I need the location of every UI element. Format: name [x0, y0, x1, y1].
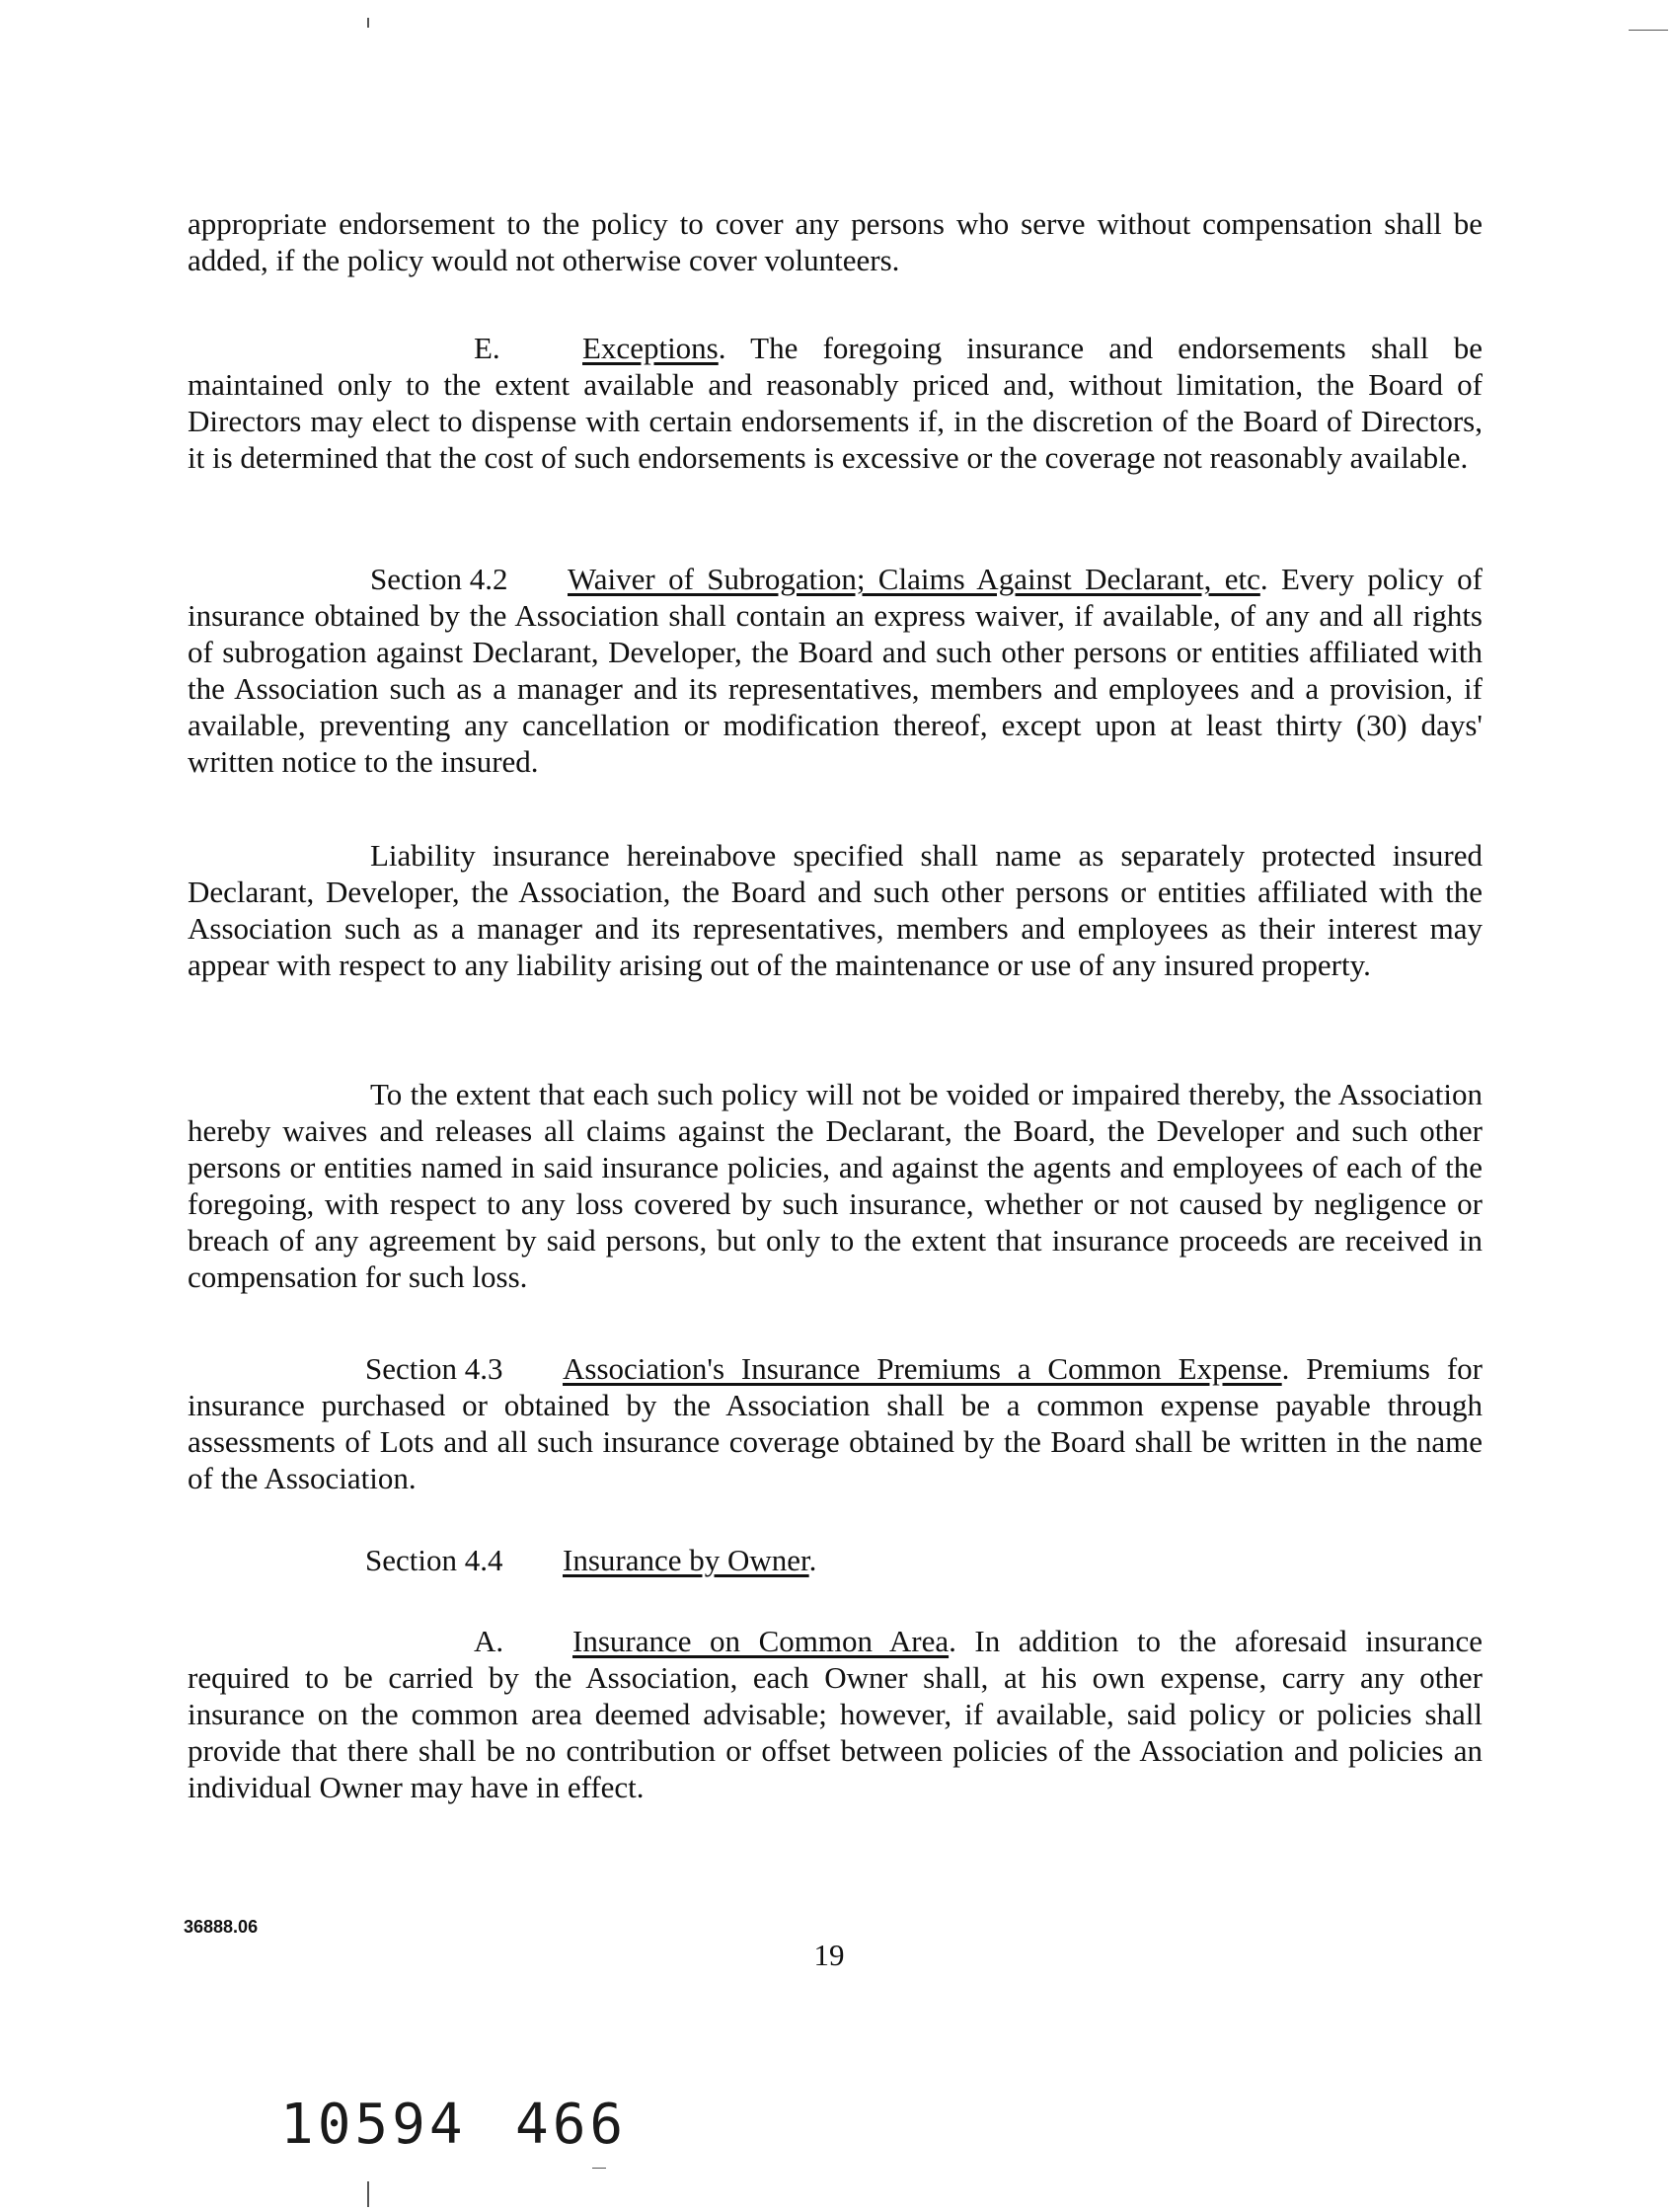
recording-book-number: 10594	[280, 2093, 467, 2157]
section-4-4-trail: .	[808, 1543, 817, 1577]
section-4-2-text: . Every policy of insurance obtained by the Association shall contain an express waiver, if available, of any and all rights of subrogation against Declarant, Developer, the Board and such other persons or entities affiliated with the Association such as a manager and its representatives, members and employees and a provision, if available, preventing any cancellation or modification thereof, except upon at least thirty (30) days' written notice to the insured.	[188, 562, 1483, 779]
section-4-3-label: Section 4.3	[365, 1351, 503, 1386]
subsection-a-heading: Insurance on Common Area	[572, 1624, 950, 1658]
paragraph-endorsement: appropriate endorsement to the policy to cover any persons who serve without compensation shall be added, if the policy would not otherwise cover volunteers.	[188, 206, 1483, 277]
section-4-4-heading: Insurance by Owner	[563, 1543, 809, 1577]
scan-mark	[1629, 30, 1668, 31]
paragraph-liability	[188, 837, 1483, 983]
exceptions-text: . The foregoing insurance and endorsements shall be maintained only to the extent available and reasonably priced and, without limitation, the Board of Directors may elect to dispense with certain endorsements if, in the discretion of the Board of Directors, it is determined that the cost of such endorsements is excessive or the coverage not reasonably available.	[188, 331, 1483, 475]
section-4-2-label: Section 4.2	[370, 562, 508, 596]
subsection-a-text: . In addition to the aforesaid insurance required to be carried by the Association, each Owner shall, at his own expense, carry any other insurance on the common area deemed advisable; however, if available, said policy or policies shall provide that there shall be no contribution or offset between policies of the Association and policies an individual Owner may have in effect.	[188, 1624, 1483, 1804]
paragraph-subsection-a	[188, 1623, 1483, 1805]
paragraph-exceptions	[188, 330, 1483, 476]
extent-text: To the extent that each such policy will not be voided or impaired thereby, the Association hereby waives and releases all claims against the Declarant, the Board, the Developer and such other persons or entities named in said insurance policies, and against the agents and employees of each of the foregoing, with respect to any loss covered by such insurance, whether or not caused by negligence or breach of any agreement by said persons, but only to the extent that insurance proceeds are received in compensation for such loss.	[188, 1077, 1483, 1294]
scan-mark	[592, 2168, 606, 2169]
paragraph-section-4-2	[188, 561, 1483, 780]
recording-page-number: 466	[515, 2093, 628, 2157]
paragraph-extent	[188, 1076, 1483, 1295]
scan-mark	[367, 18, 369, 28]
page-number: 19	[813, 1938, 845, 1972]
exceptions-letter: E.	[474, 331, 500, 365]
document-id: 36888.06	[184, 1917, 259, 1937]
paragraph-section-4-3	[188, 1350, 1483, 1496]
liability-text: Liability insurance hereinabove specified shall name as separately protected insured Declarant, Developer, the Association, the Board and such other persons or entities affiliated with the Association such as a manager and its representatives, members and employees as their interest may appear with respect to any liability arising out of the maintenance or use of any insured property.	[188, 838, 1483, 982]
section-4-4-label: Section 4.4	[365, 1543, 503, 1577]
section-4-3-text: . Premiums for insurance purchased or obtained by the Association shall be a common expense payable through assessments of Lots and all such insurance coverage obtained by the Board shall be written in the name of the Association.	[188, 1351, 1483, 1495]
section-4-3-heading: Association's Insurance Premiums a Common Expense	[563, 1351, 1282, 1386]
section-4-2-heading: Waiver of Subrogation; Claims Against Declarant, etc	[568, 562, 1260, 596]
paragraph-section-4-4	[188, 1542, 1483, 1578]
scan-mark	[367, 2181, 369, 2207]
subsection-a-letter: A.	[474, 1624, 504, 1658]
exceptions-heading: Exceptions	[582, 331, 719, 365]
